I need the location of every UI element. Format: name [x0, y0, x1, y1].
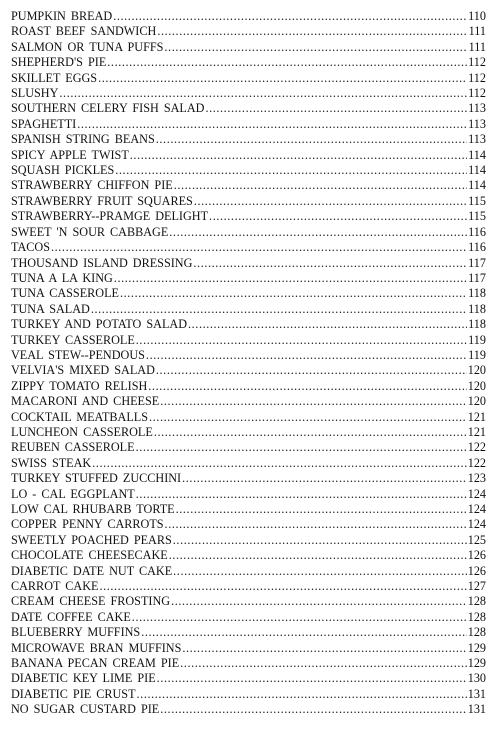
recipe-title: SWISS STEAK: [11, 455, 92, 470]
index-entry: [11, 656, 486, 671]
page-number: 116: [468, 224, 486, 239]
index-entry: [11, 240, 486, 255]
page-number: 118: [468, 286, 486, 301]
dot-leader: [173, 533, 467, 548]
recipe-title: MACARONI AND CHEESE: [11, 394, 160, 409]
page-number: 119: [468, 332, 486, 347]
dot-leader: [114, 271, 467, 286]
index-entry: [11, 579, 486, 594]
page-number: 127: [467, 579, 486, 594]
recipe-title: REUBEN CASSEROLE: [11, 440, 135, 455]
page-number: 118: [468, 317, 486, 332]
dot-leader: [130, 148, 467, 163]
page-number: 128: [467, 609, 486, 624]
index-entry: [11, 625, 486, 640]
page-number: 117: [468, 255, 486, 270]
recipe-title: TACOS: [11, 240, 50, 255]
index-entry: [11, 671, 486, 686]
index-entry: [11, 271, 486, 286]
dot-leader: [120, 286, 467, 301]
recipe-title: CHOCOLATE CHEESECAKE: [11, 548, 168, 563]
recipe-title: CREAM CHEESE FROSTING: [11, 594, 171, 609]
index-entry: [11, 702, 486, 717]
dot-leader: [51, 240, 467, 255]
index-entry: [11, 9, 486, 24]
index-entry: [11, 117, 486, 132]
recipe-title: SPAGHETTI: [11, 116, 77, 131]
dot-leader: [174, 178, 467, 193]
index-entry: [11, 148, 486, 163]
index-entry: [11, 24, 486, 39]
recipe-title: SLUSHY: [11, 86, 59, 101]
dot-leader: [148, 379, 466, 394]
dot-leader: [149, 410, 467, 425]
index-entry: [11, 394, 486, 409]
dot-leader: [132, 610, 467, 625]
page-number: 118: [468, 301, 486, 316]
index-entry: [11, 333, 486, 348]
page-number: 120: [467, 394, 486, 409]
recipe-title: STRAWBERRY--PRAMGE DELIGHT: [11, 209, 209, 224]
recipe-title: STRAWBERRY FRUIT SQUARES: [11, 193, 193, 208]
page-number: 114: [468, 178, 486, 193]
recipe-title: PUMPKIN BREAD: [11, 9, 113, 23]
index-entry: [11, 610, 486, 625]
page-number: 125: [467, 532, 486, 547]
recipe-title: SALMON OR TUNA PUFFS: [11, 39, 164, 54]
page-number: 114: [468, 163, 486, 178]
dot-leader: [188, 317, 467, 332]
dot-leader: [59, 86, 467, 101]
index-entry: [11, 410, 486, 425]
page-number: 112: [468, 86, 486, 101]
index-entry: [11, 163, 486, 178]
index-entry: [11, 40, 486, 55]
page-number: 121: [467, 409, 486, 424]
recipe-title: BLUEBERRY MUFFINS: [11, 625, 141, 640]
page-number: 119: [468, 347, 486, 362]
page-number: 120: [467, 378, 486, 393]
page-number: 113: [468, 132, 486, 147]
recipe-title: TURKEY CASSEROLE: [11, 332, 135, 347]
index-entry: [11, 641, 486, 656]
page-number: 120: [467, 363, 486, 378]
dot-leader: [92, 456, 467, 471]
dot-leader: [136, 333, 467, 348]
page-number: 129: [467, 656, 486, 671]
index-entry: [11, 55, 486, 70]
dot-leader: [171, 594, 467, 609]
dot-leader: [173, 564, 467, 579]
index-entry: [11, 379, 486, 394]
page-number: 128: [467, 625, 486, 640]
page-number: 111: [468, 39, 486, 54]
recipe-title: SPANISH STRING BEANS: [11, 132, 155, 147]
page-number: 112: [468, 55, 486, 70]
page-number: 110: [468, 9, 486, 23]
dot-leader: [164, 40, 467, 55]
index-entry: [11, 225, 486, 240]
recipe-title: ROAST BEEF SANDWICH: [11, 24, 157, 39]
page-number: 122: [467, 455, 486, 470]
page-number: 111: [468, 24, 486, 39]
index-entry: [11, 594, 486, 609]
dot-leader: [160, 702, 466, 717]
index-entry: [11, 456, 486, 471]
page-number: 129: [467, 640, 486, 655]
recipe-index-list: [11, 9, 486, 718]
dot-leader: [136, 487, 467, 502]
recipe-title: NO SUGAR CUSTARD PIE: [11, 702, 160, 717]
dot-leader: [91, 302, 467, 317]
index-entry: [11, 440, 486, 455]
index-entry: [11, 363, 486, 378]
dot-leader: [205, 101, 467, 116]
dot-leader: [156, 132, 467, 147]
recipe-title: MICROWAVE BRAN MUFFINS: [11, 640, 182, 655]
dot-leader: [193, 256, 467, 271]
recipe-title: VELVIA'S MIXED SALAD: [11, 363, 155, 378]
index-entry: [11, 425, 486, 440]
recipe-title: COPPER PENNY CARROTS: [11, 517, 164, 532]
dot-leader: [182, 471, 467, 486]
page-number: 122: [467, 440, 486, 455]
dot-leader: [169, 548, 467, 563]
recipe-title: THOUSAND ISLAND DRESSING: [11, 255, 193, 270]
recipe-title: BANANA PECAN CREAM PIE: [11, 656, 180, 671]
dot-leader: [115, 163, 467, 178]
recipe-title: SQUASH PICKLES: [11, 163, 115, 178]
index-entry: [11, 502, 486, 517]
index-entry: [11, 302, 486, 317]
recipe-title: DIABETIC PIE CRUST: [11, 686, 136, 701]
recipe-title: SWEET 'N SOUR CABBAGE: [11, 224, 169, 239]
index-entry: [11, 209, 486, 224]
dot-leader: [107, 55, 467, 70]
page-number: 114: [468, 147, 486, 162]
dot-leader: [157, 24, 467, 39]
dot-leader: [154, 425, 467, 440]
dot-leader: [146, 348, 467, 363]
recipe-title: TUNA CASSEROLE: [11, 286, 119, 301]
index-entry: [11, 101, 486, 116]
recipe-title: TUNA SALAD: [11, 301, 90, 316]
recipe-title: TURKEY AND POTATO SALAD: [11, 317, 187, 332]
dot-leader: [176, 502, 467, 517]
page-number: 131: [467, 686, 486, 701]
recipe-title: DIABETIC KEY LIME PIE: [11, 671, 156, 686]
index-entry: [11, 548, 486, 563]
recipe-title: CARROT CAKE: [11, 579, 99, 594]
recipe-title: COCKTAIL MEATBALLS: [11, 409, 148, 424]
index-entry: [11, 487, 486, 502]
index-entry: [11, 348, 486, 363]
dot-leader: [182, 641, 466, 656]
index-entry: [11, 317, 486, 332]
dot-leader: [160, 394, 466, 409]
recipe-title: SPICY APPLE TWIST: [11, 147, 129, 162]
recipe-index-page: [11, 9, 486, 718]
page-number: 112: [468, 70, 486, 85]
recipe-title: DIABETIC DATE NUT CAKE: [11, 563, 173, 578]
page-number: 116: [468, 240, 486, 255]
dot-leader: [136, 440, 467, 455]
index-entry: [11, 687, 486, 702]
recipe-title: VEAL STEW--PENDOUS: [11, 347, 145, 362]
recipe-title: SKILLET EGGS: [11, 70, 98, 85]
index-entry: [11, 564, 486, 579]
index-entry: [11, 256, 486, 271]
index-entry: [11, 86, 486, 101]
page-number: 130: [467, 671, 486, 686]
dot-leader: [98, 71, 467, 86]
page-number: 113: [468, 116, 486, 131]
recipe-title: SWEETLY POACHED PEARS: [11, 532, 172, 547]
dot-leader: [156, 363, 467, 378]
index-entry: [11, 533, 486, 548]
page-number: 121: [467, 424, 486, 439]
recipe-title: STRAWBERRY CHIFFON PIE: [11, 178, 173, 193]
recipe-title: SOUTHERN CELERY FISH SALAD: [11, 101, 205, 116]
page-number: 113: [468, 101, 486, 116]
index-entry: [11, 471, 486, 486]
page-number: 115: [468, 193, 486, 208]
dot-leader: [113, 9, 467, 24]
page-number: 124: [467, 486, 486, 501]
dot-leader: [99, 579, 466, 594]
page-number: 128: [467, 594, 486, 609]
recipe-title: TUNA A LA KING: [11, 270, 113, 285]
page-number: 123: [467, 471, 486, 486]
recipe-title: LOW CAL RHUBARB TORTE: [11, 502, 175, 516]
index-entry: [11, 194, 486, 209]
page-number: 115: [468, 209, 486, 224]
page-number: 131: [467, 702, 486, 717]
recipe-title: LO - CAL EGGPLANT: [11, 486, 135, 501]
page-number: 117: [468, 270, 486, 285]
dot-leader: [157, 671, 467, 686]
dot-leader: [180, 656, 467, 671]
dot-leader: [137, 687, 467, 702]
dot-leader: [165, 517, 467, 532]
dot-leader: [194, 194, 467, 209]
page-number: 124: [467, 517, 486, 532]
recipe-title: ZIPPY TOMATO RELISH: [11, 378, 148, 393]
page-number: 124: [467, 502, 486, 516]
index-entry: [11, 71, 486, 86]
dot-leader: [77, 117, 467, 132]
dot-leader: [141, 625, 467, 640]
index-entry: [11, 286, 486, 301]
recipe-title: DATE COFFEE CAKE: [11, 609, 131, 624]
page-number: 126: [467, 548, 486, 563]
dot-leader: [169, 225, 467, 240]
index-entry: [11, 517, 486, 532]
index-entry: [11, 132, 486, 147]
dot-leader: [209, 209, 467, 224]
index-entry: [11, 178, 486, 193]
recipe-title: SHEPHERD'S PIE: [11, 55, 107, 70]
page-number: 126: [467, 563, 486, 578]
recipe-title: TURKEY STUFFED ZUCCHINI: [11, 471, 182, 486]
recipe-title: LUNCHEON CASSEROLE: [11, 424, 153, 439]
